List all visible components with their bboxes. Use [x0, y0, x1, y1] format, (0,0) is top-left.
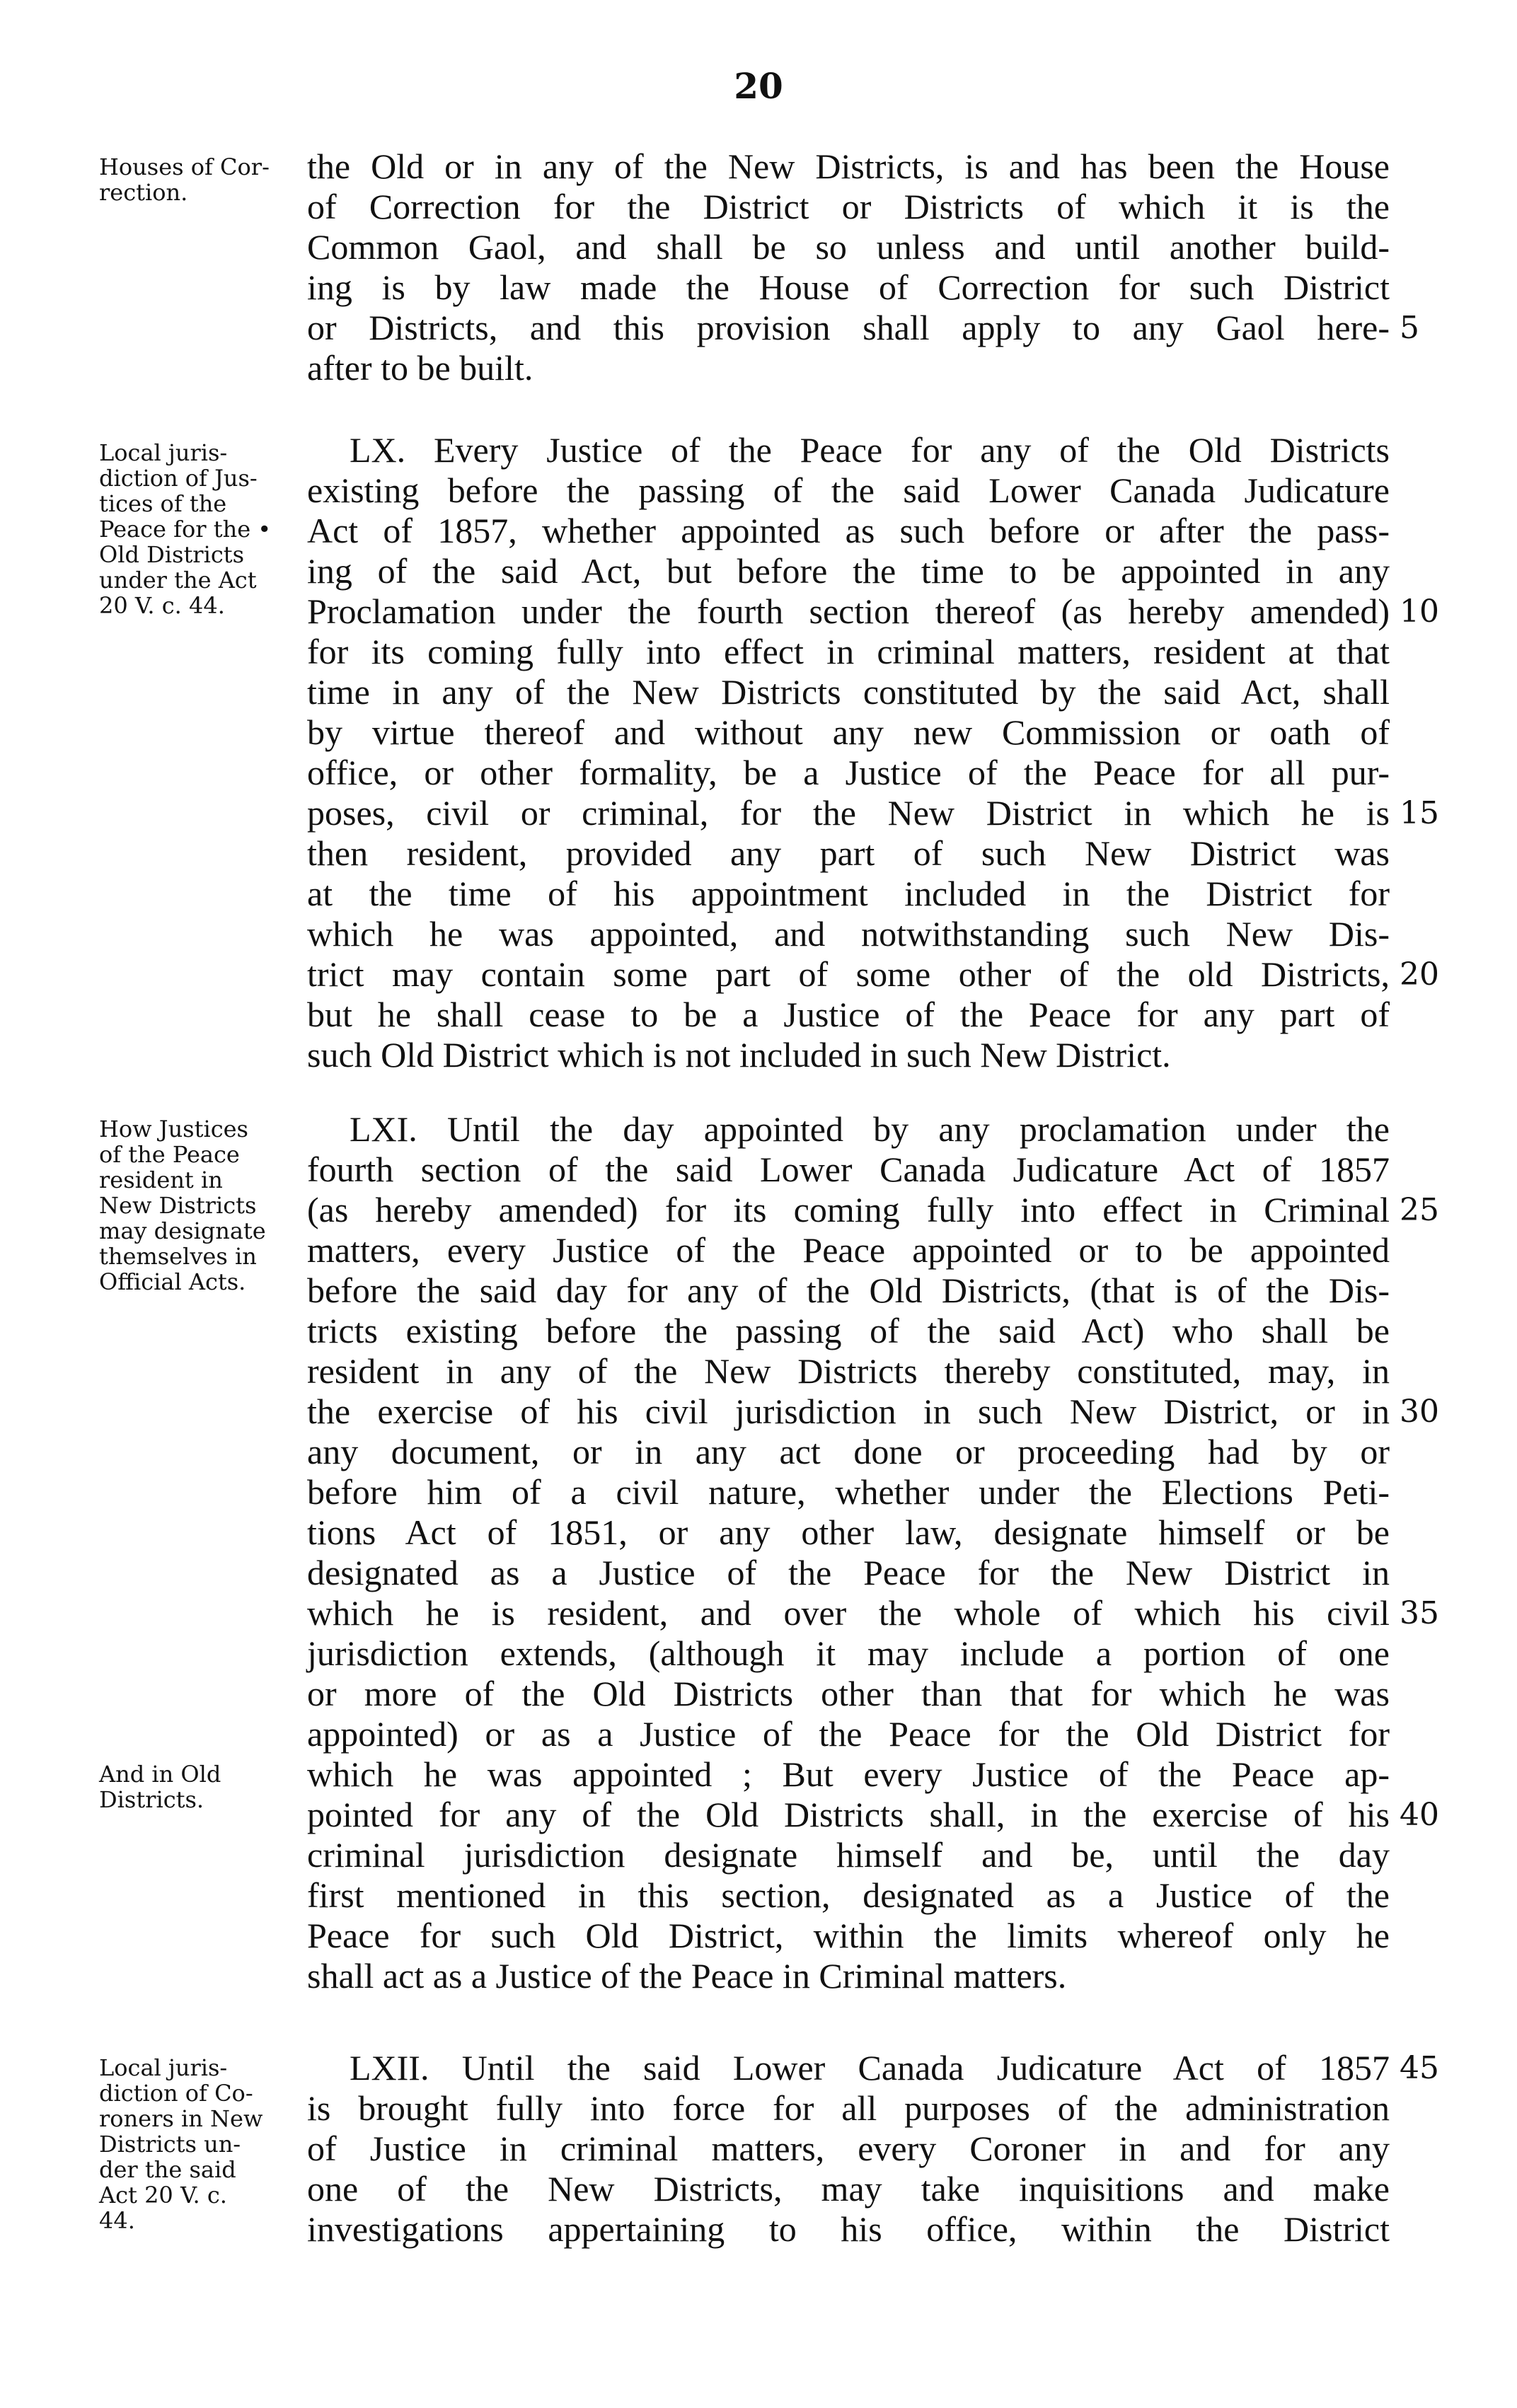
paragraph-section-lxi [307, 1109, 1390, 1996]
page-number: 20 [734, 65, 783, 107]
margin-note-line: Districts un- [99, 2131, 241, 2158]
line-number: 20 [1400, 956, 1439, 992]
body-line: such Old District which is not included in such New District. [307, 1035, 1171, 1075]
body-line: or Districts, and this provision shall apply to any Gaol here- [307, 308, 1390, 347]
margin-note-coroners-jurisdiction [99, 2055, 297, 2233]
line-number: 35 [1400, 1595, 1439, 1631]
margin-note-line: may designate [99, 1217, 266, 1244]
body-line: time in any of the New Districts constituted by the said Act, shall [307, 672, 1390, 712]
body-line: which he is resident, and over the whole of which his civil [307, 1593, 1390, 1633]
margin-note-line: Local juris- [99, 439, 228, 466]
margin-note-line: Act 20 V. c. [99, 2182, 227, 2209]
body-line: jurisdiction extends, (although it may include a portion of one [307, 1633, 1390, 1673]
line-number: 25 [1400, 1192, 1439, 1228]
body-line: which he was appointed ; But every Justice of the Peace ap- [307, 1754, 1390, 1794]
body-line: tions Act of 1851, or any other law, designate himself or be [307, 1512, 1390, 1552]
body-line: before him of a civil nature, whether under the Elections Peti- [307, 1472, 1390, 1512]
margin-note-line: under the Act [99, 567, 257, 594]
body-line: tricts existing before the passing of the said Act) who shall be [307, 1311, 1390, 1350]
margin-note-line: roners in New [99, 2105, 263, 2132]
margin-note-line: themselves in [99, 1243, 257, 1270]
margin-note-line: diction of Co- [99, 2080, 253, 2107]
margin-note-line: Old Districts [99, 541, 245, 568]
body-line: then resident, provided any part of such New District was [307, 833, 1390, 873]
body-line: resident in any of the New Districts thereby constituted, may, in [307, 1351, 1390, 1391]
margin-note-line: Local juris- [99, 2054, 228, 2081]
body-line: any document, or in any act done or proceeding had by or [307, 1432, 1390, 1471]
body-line: Proclamation under the fourth section thereof (as hereby amended) [307, 591, 1390, 631]
margin-note-line: And in Old [99, 1761, 221, 1788]
margin-note-line: 20 V. c. 44. [99, 592, 225, 619]
body-line: appointed) or as a Justice of the Peace for the Old District for [307, 1714, 1390, 1754]
body-line: of Justice in criminal matters, every Coroner in and for any [307, 2129, 1390, 2168]
body-line: office, or other formality, be a Justice of the Peace for all pur- [307, 753, 1390, 792]
body-line: or more of the Old Districts other than that for which he was [307, 1674, 1390, 1713]
body-line: but he shall cease to be a Justice of the Peace for any part of [307, 995, 1390, 1034]
margin-note-line: 44. [99, 2207, 135, 2234]
paragraph-section-lx [307, 430, 1390, 1075]
margin-note-line: diction of Jus- [99, 465, 258, 492]
body-line: of Correction for the District or Districts of which it is the [307, 187, 1390, 226]
line-number: 5 [1400, 310, 1419, 346]
margin-note-line: Houses of Cor- [99, 154, 270, 180]
margin-note-line: der the said [99, 2156, 236, 2183]
body-line: ing is by law made the House of Correction for such District [307, 267, 1390, 307]
body-line: after to be built. [307, 348, 533, 388]
body-line: LX. Every Justice of the Peace for any of the Old Districts [350, 430, 1390, 470]
body-line: by virtue thereof and without any new Commission or oath of [307, 712, 1390, 752]
paragraph-section-lxii [307, 2048, 1390, 2250]
margin-note-line: How Justices [99, 1116, 248, 1142]
body-line: before the said day for any of the Old Districts, (that is of the Dis- [307, 1270, 1390, 1310]
body-line: first mentioned in this section, designated as a Justice of the [307, 1875, 1390, 1915]
body-line: poses, civil or criminal, for the New District in which he is [307, 793, 1390, 833]
margin-note-houses-of-correction [99, 154, 297, 205]
line-number: 15 [1400, 795, 1439, 831]
body-line: Peace for such Old District, within the limits whereof only he [307, 1916, 1390, 1955]
body-line: for its coming fully into effect in criminal matters, resident at that [307, 632, 1390, 671]
body-line: which he was appointed, and notwithstanding such New Dis- [307, 914, 1390, 954]
body-line: Act of 1857, whether appointed as such before or after the pass- [307, 511, 1390, 550]
line-number: 30 [1400, 1394, 1439, 1430]
line-number: 45 [1400, 2050, 1439, 2086]
body-line: (as hereby amended) for its coming fully into effect in Criminal [307, 1190, 1390, 1229]
body-line: the exercise of his civil jurisdiction in such New District, or in [307, 1391, 1390, 1431]
margin-note-line: tices of the [99, 490, 227, 517]
body-line: the Old or in any of the New Districts, is and has been the House [307, 146, 1390, 186]
margin-note-how-justices-designate [99, 1116, 297, 1295]
margin-note-and-in-old-districts [99, 1761, 297, 1812]
body-line: shall act as a Justice of the Peace in Criminal matters. [307, 1956, 1067, 1996]
body-line: one of the New Districts, may take inquisitions and make [307, 2169, 1390, 2209]
body-line: at the time of his appointment included in the District for [307, 874, 1390, 913]
margin-note-line: Official Acts. [99, 1268, 246, 1295]
margin-note-line: resident in [99, 1167, 223, 1193]
margin-note-line: Districts. [99, 1786, 204, 1813]
body-line: LXI. Until the day appointed by any proclamation under the [350, 1109, 1390, 1149]
line-number: 40 [1400, 1797, 1439, 1833]
body-line: matters, every Justice of the Peace appointed or to be appointed [307, 1230, 1390, 1270]
body-line: is brought fully into force for all purposes of the administration [307, 2088, 1390, 2128]
body-line: Common Gaol, and shall be so unless and until another build- [307, 227, 1390, 267]
body-line: ing of the said Act, but before the time to be appointed in any [307, 551, 1390, 591]
margin-note-line: Peace for the • [99, 516, 272, 543]
body-line: criminal jurisdiction designate himself and be, until the day [307, 1835, 1390, 1875]
body-line: LXII. Until the said Lower Canada Judicature Act of 1857 [350, 2048, 1390, 2088]
margin-note-line: of the Peace [99, 1141, 240, 1168]
body-line: pointed for any of the Old Districts shall, in the exercise of his [307, 1795, 1390, 1834]
body-line: existing before the passing of the said Lower Canada Judicature [307, 470, 1390, 510]
body-line: investigations appertaining to his office, within the District [307, 2209, 1390, 2249]
body-line: fourth section of the said Lower Canada Judicature Act of 1857 [307, 1150, 1390, 1189]
body-line: trict may contain some part of some other of the old Districts, [307, 954, 1390, 994]
margin-note-line: rection. [99, 179, 188, 206]
line-number: 10 [1400, 594, 1439, 630]
margin-note-local-jurisdiction-justices [99, 440, 297, 618]
body-line: designated as a Justice of the Peace for the New District in [307, 1553, 1390, 1592]
margin-note-line: New Districts [99, 1192, 257, 1219]
paragraph-houses-of-correction [307, 146, 1390, 388]
